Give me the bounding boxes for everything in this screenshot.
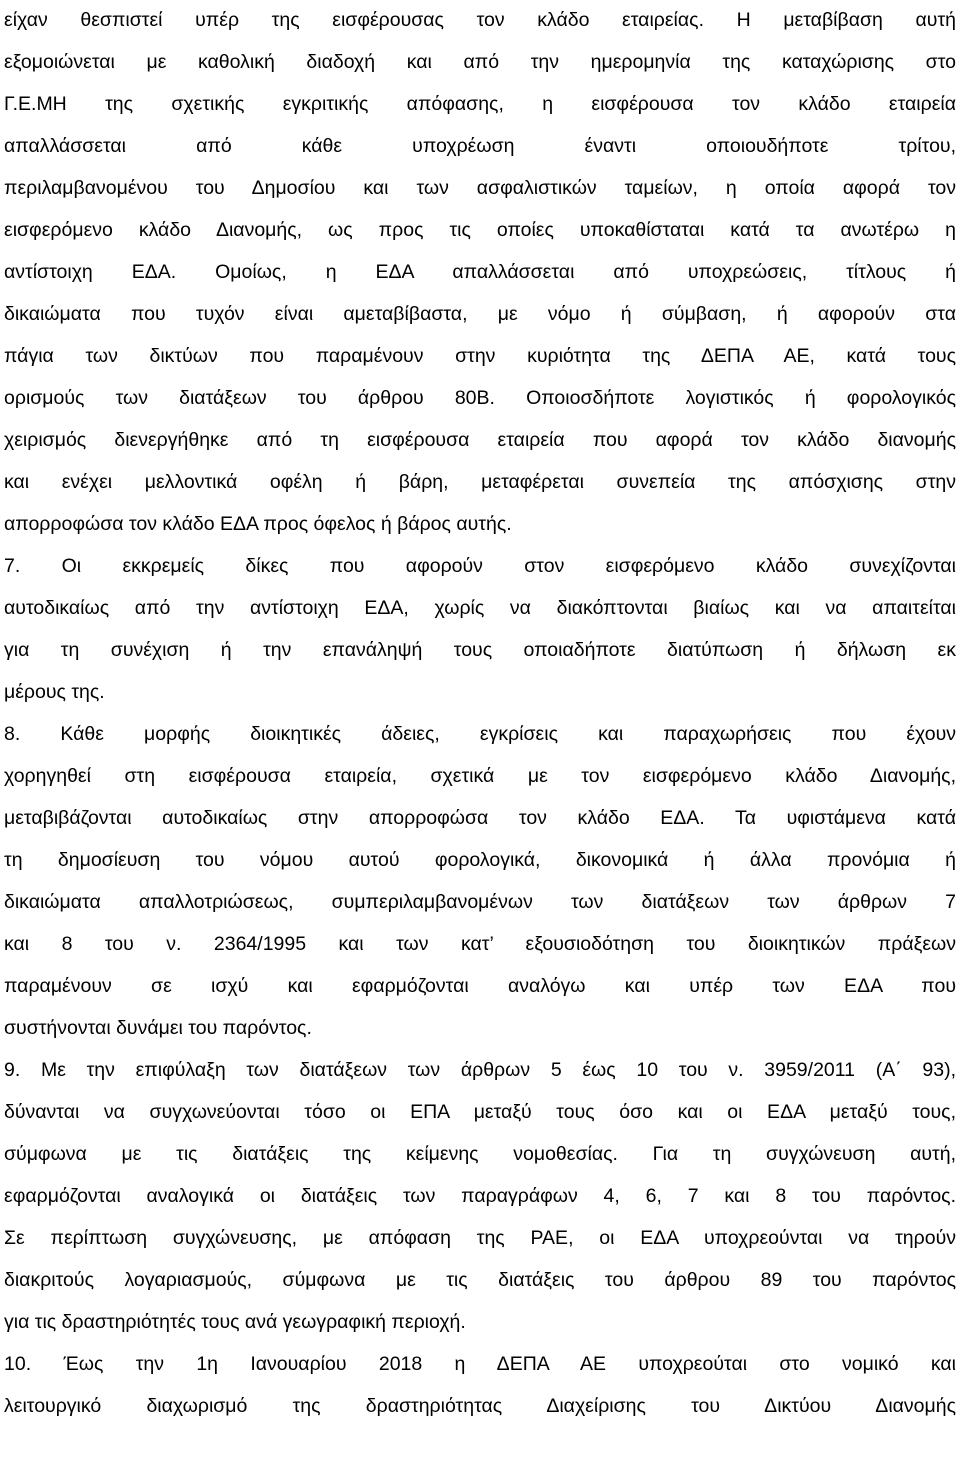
text-line: πάγια των δικτύων που παραμένουν στην κυριότητα της ΔΕΠΑ ΑΕ, κατά τους <box>4 345 956 367</box>
text-line: για τη συνέχιση ή την επανάληψή τους οποιαδήποτε διατύπωση ή δήλωση εκ <box>4 639 956 661</box>
text-line: περιλαμβανομένου του Δημοσίου και των ασφαλιστικών ταμείων, η οποία αφορά τον <box>4 177 956 199</box>
text-line: μέρους της. <box>4 681 105 703</box>
text-line: και ενέχει μελλοντικά οφέλη ή βάρη, μεταφέρεται συνεπεία της απόσχισης στην <box>4 471 956 493</box>
text-line: χορηγηθεί στη εισφέρουσα εταιρεία, σχετικά με τον εισφερόμενο κλάδο Διανομής, <box>4 765 956 787</box>
text-line: εισφερόμενο κλάδο Διανομής, ως προς τις οποίες υποκαθίσταται κατά τα ανωτέρω η <box>4 219 956 241</box>
text-line: δύνανται να συγχωνεύονται τόσο οι ΕΠΑ μεταξύ τους όσο και οι ΕΔΑ μεταξύ τους, <box>4 1101 956 1123</box>
text-line: παραμένουν σε ισχύ και εφαρμόζονται αναλόγω και υπέρ των ΕΔΑ που <box>4 975 956 997</box>
text-line: και 8 του ν. 2364/1995 και των κατ’ εξουσιοδότηση του διοικητικών πράξεων <box>4 933 956 955</box>
text-line: 7. Οι εκκρεμείς δίκες που αφορούν στον εισφερόμενο κλάδο συνεχίζονται <box>4 555 956 577</box>
text-line: τη δημοσίευση του νόμου αυτού φορολογικά, δικονομικά ή άλλα προνόμια ή <box>4 849 956 871</box>
text-line: Σε περίπτωση συγχώνευσης, με απόφαση της ΡΑΕ, οι ΕΔΑ υποχρεούνται να τηρούν <box>4 1227 956 1249</box>
text-line: δικαιώματα απαλλοτριώσεως, συμπεριλαμβανομένων των διατάξεων των άρθρων 7 <box>4 891 956 913</box>
text-line: σύμφωνα με τις διατάξεις της κείμενης νομοθεσίας. Για τη συγχώνευση αυτή, <box>4 1143 956 1165</box>
text-line: συστήνονται δυνάμει του παρόντος. <box>4 1017 312 1039</box>
text-line: δικαιώματα που τυχόν είναι αμεταβίβαστα, με νόμο ή σύμβαση, ή αφορούν στα <box>4 303 956 325</box>
text-line: 8. Κάθε μορφής διοικητικές άδειες, εγκρίσεις και παραχωρήσεις που έχουν <box>4 723 956 745</box>
text-line: 9. Με την επιφύλαξη των διατάξεων των άρθρων 5 έως 10 του ν. 3959/2011 (Α΄ 93), <box>4 1059 956 1081</box>
text-line: για τις δραστηριότητές τους ανά γεωγραφική περιοχή. <box>4 1311 466 1333</box>
text-line: είχαν θεσπιστεί υπέρ της εισφέρουσας τον κλάδο εταιρείας. Η μεταβίβαση αυτή <box>4 9 956 31</box>
text-line: λειτουργικό διαχωρισμό της δραστηριότητας Διαχείρισης του Δικτύου Διανομής <box>4 1395 956 1417</box>
text-line: απαλλάσσεται από κάθε υποχρέωση έναντι οποιουδήποτε τρίτου, <box>4 135 956 157</box>
text-line: αντίστοιχη ΕΔΑ. Ομοίως, η ΕΔΑ απαλλάσσεται από υποχρεώσεις, τίτλους ή <box>4 261 956 283</box>
text-line: χειρισμός διενεργήθηκε από τη εισφέρουσα εταιρεία που αφορά τον κλάδο διανομής <box>4 429 956 451</box>
text-line: απορροφώσα τον κλάδο ΕΔΑ προς όφελος ή βάρος αυτής. <box>4 513 512 535</box>
text-line: εξομοιώνεται με καθολική διαδοχή και από την ημερομηνία της καταχώρισης στο <box>4 51 956 73</box>
text-line: εφαρμόζονται αναλογικά οι διατάξεις των παραγράφων 4, 6, 7 και 8 του παρόντος. <box>4 1185 956 1207</box>
text-line: Γ.Ε.ΜΗ της σχετικής εγκριτικής απόφασης, η εισφέρουσα τον κλάδο εταιρεία <box>4 93 956 115</box>
text-line: διακριτούς λογαριασμούς, σύμφωνα με τις διατάξεις του άρθρου 89 του παρόντος <box>4 1269 956 1291</box>
text-line: αυτοδικαίως από την αντίστοιχη ΕΔΑ, χωρίς να διακόπτονται βιαίως και να απαιτείται <box>4 597 956 619</box>
text-line: ορισμούς των διατάξεων του άρθρου 80Β. Οποιοσδήποτε λογιστικός ή φορολογικός <box>4 387 956 409</box>
text-line: 10. Έως την 1η Ιανουαρίου 2018 η ΔΕΠΑ ΑΕ υποχρεούται στο νομικό και <box>4 1353 956 1375</box>
text-line: μεταβιβάζονται αυτοδικαίως στην απορροφώσα τον κλάδο ΕΔΑ. Τα υφιστάμενα κατά <box>4 807 956 829</box>
